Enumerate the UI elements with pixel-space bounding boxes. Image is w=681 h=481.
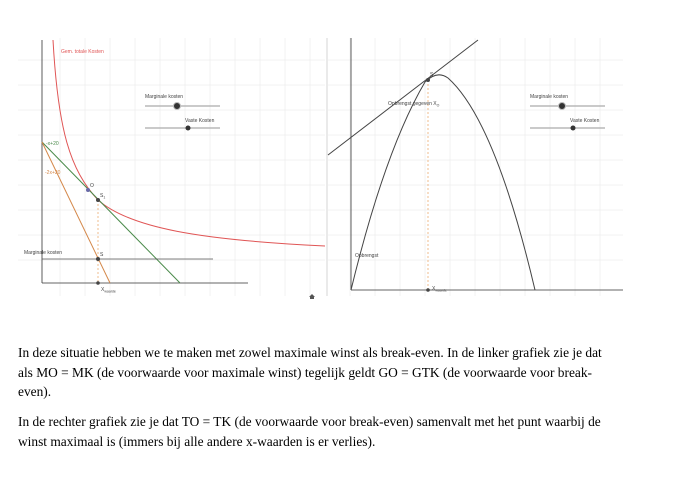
point-s-right[interactable] xyxy=(426,78,430,82)
point-s-right-label: S xyxy=(430,72,434,78)
left-slider-vk-handle[interactable] xyxy=(186,126,191,131)
explanation-paragraph-2: In de rechter grafiek zie je dat TO = TK (de voorwaarde voor break-even) samenvalt met het punt waarbij de winst maximaal is (immers bij alle andere x-waarden is er verlies). xyxy=(18,414,601,449)
left-graph[interactable] xyxy=(18,38,325,299)
x-value-right-label: $X_{waarde}$ xyxy=(432,286,447,293)
right-slider-mk-label: Marginale kosten xyxy=(530,94,569,100)
point-s-label: S xyxy=(100,252,104,258)
left-slider-mk-label: Marginale kosten xyxy=(145,94,184,100)
point-s1-label: $S_1$ xyxy=(100,193,106,200)
right-slider-vk-handle[interactable] xyxy=(571,126,576,131)
point-o-label: O xyxy=(90,183,94,189)
point-x-value-right[interactable] xyxy=(426,288,430,292)
x-value-label: $X_{waarde}$ xyxy=(101,287,116,294)
right-slider-vk-label: Vaste Kosten xyxy=(570,118,600,124)
left-slider-vk-label: Vaste Kosten xyxy=(185,118,215,124)
right-graph[interactable] xyxy=(327,38,623,296)
explanation-paragraph-1: In deze situatie hebben we te maken met zowel maximale winst als break-even. In de linker grafiek zie je dat als MO = MK (de voorwaarde voor maximale winst) tegelijk geldt GO = GTK (de voorwaarde voor break-even). xyxy=(18,345,602,399)
mk-label: Marginale kosten xyxy=(24,250,63,256)
tw-label: Opbrengst xyxy=(355,253,379,259)
line2-label: -2x+20 xyxy=(45,170,61,176)
gtk-label: Gem. totale Kosten xyxy=(61,49,104,55)
left-slider-mk-handle[interactable] xyxy=(174,103,181,110)
point-x-value[interactable] xyxy=(96,281,100,285)
to-label: Opbrengst gegeven $X_O$ xyxy=(388,101,440,108)
right-slider-mk-handle[interactable] xyxy=(559,103,566,110)
line1-label: -x+20 xyxy=(46,141,59,147)
